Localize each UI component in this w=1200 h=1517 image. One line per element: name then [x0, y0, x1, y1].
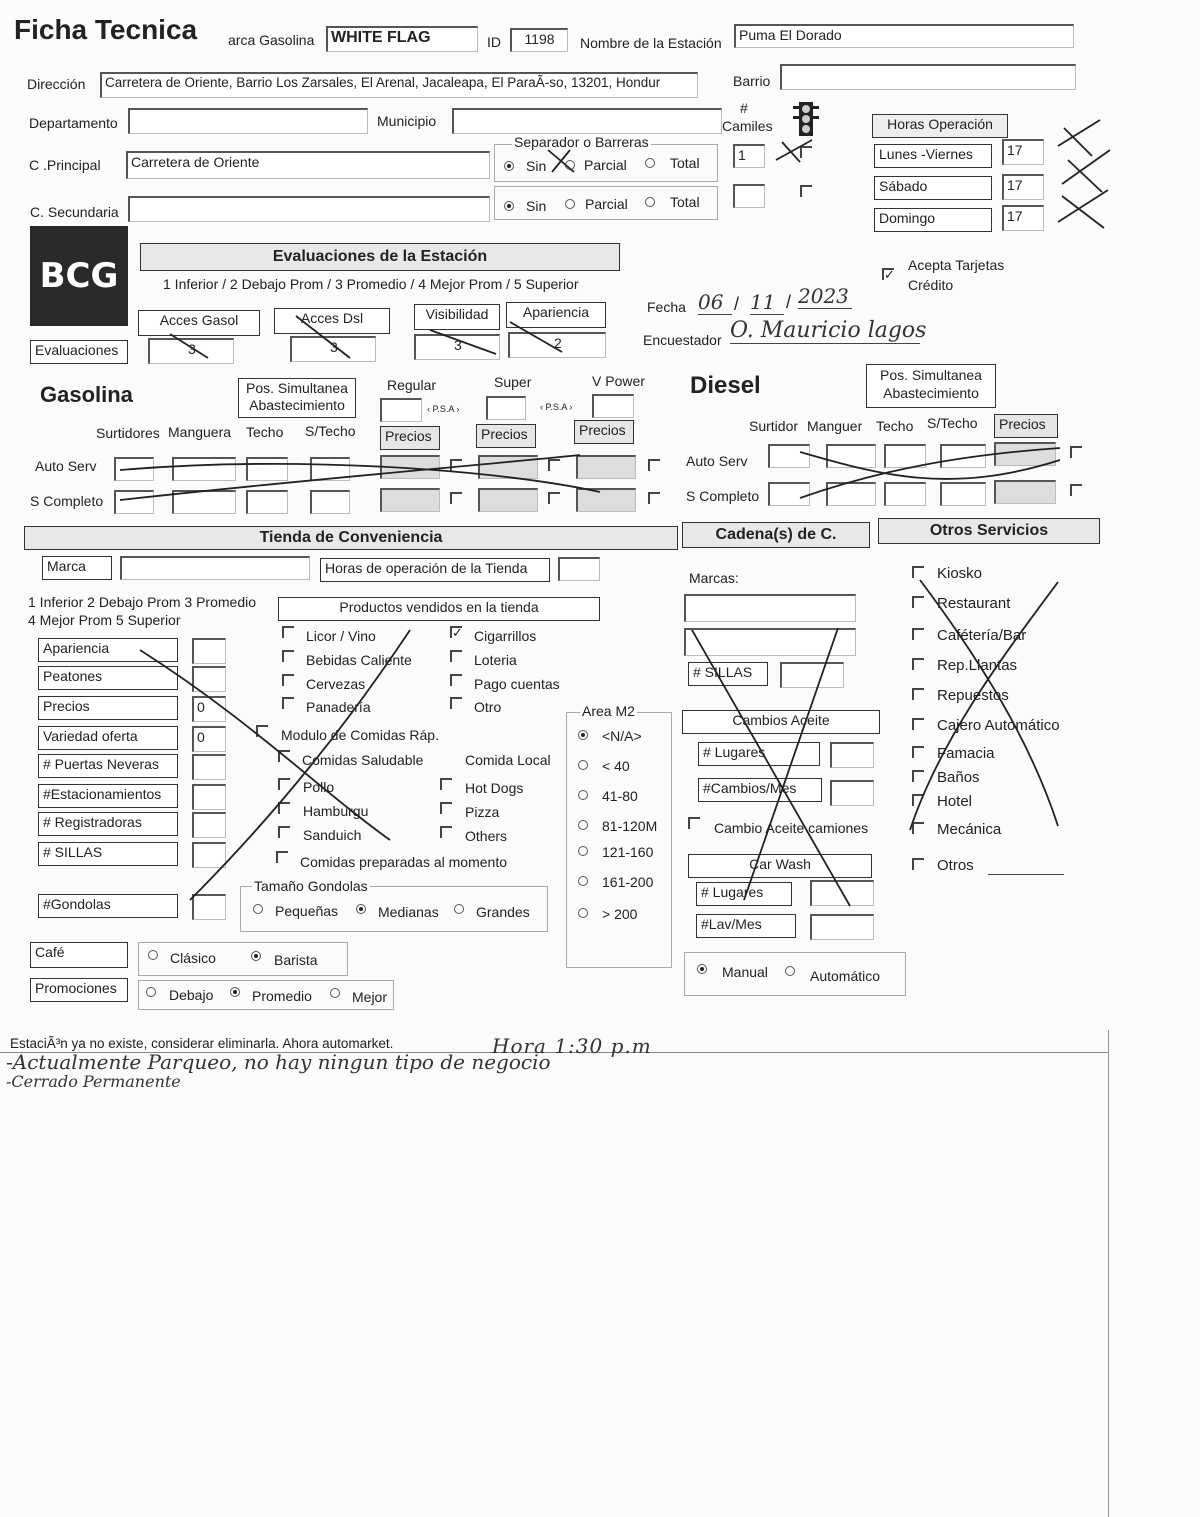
promo-promedio-label: Promedio [252, 988, 312, 1004]
horas-operacion-title: Horas Operación [872, 114, 1008, 138]
otros-label-10: Otros [937, 857, 974, 874]
promociones-label: Promociones [30, 978, 128, 1002]
otros-label-9: Mecánica [937, 821, 1002, 838]
tienda-row-label-8: #Gondolas [38, 894, 178, 918]
eval-visibilidad-label: Visibilidad [414, 304, 500, 330]
gas-techo-label: Techo [246, 424, 284, 440]
gas-manguera-label: Manguera [168, 424, 232, 440]
gondola-grandes-label: Grandes [476, 904, 530, 920]
producto-left-label-2: Cervezas [306, 676, 366, 692]
otros-label-7: Baños [937, 769, 980, 786]
tienda-marca-label: Marca [42, 556, 112, 580]
cafe-label: Café [30, 942, 128, 968]
separador2-total-label: Total [670, 194, 700, 210]
diesel-s-completo-label: S Completo [686, 488, 760, 504]
producto-right-check-0[interactable]: ✓ [452, 625, 463, 640]
separador-title: Separador o Barreras [514, 134, 649, 150]
area-label-5: 161-200 [602, 874, 654, 890]
fecha-year[interactable]: 2023 [798, 284, 852, 309]
gas-vpower-label: V Power [592, 373, 645, 389]
separador-sin-label: Sin [526, 158, 547, 174]
otros-label-8: Hotel [937, 793, 973, 810]
local-label: Comida Local [465, 752, 551, 768]
otros-label-4: Repuestos [937, 687, 1009, 704]
evaluaciones-title: Evaluaciones de la Estación [140, 243, 620, 271]
area-label-3: 81-120M [602, 818, 658, 834]
carwash-lugares-label: # Lugares [696, 882, 792, 906]
comida-left-label-2: Sanduich [303, 827, 362, 843]
gas-pos-sim-1: Pos. Simultanea [246, 380, 348, 396]
otros-label-6: Famacia [937, 745, 995, 762]
carwash-manual-label: Manual [722, 964, 768, 980]
carwash-lav-label: #Lav/Mes [696, 914, 796, 938]
productos-title: Productos vendidos en la tienda [278, 597, 600, 621]
gas-precios-1: Precios [380, 426, 440, 450]
separador2-parcial-label: Parcial [585, 196, 628, 212]
area-label-0: <N/A> [602, 728, 642, 744]
tienda-row-label-5: #Estacionamientos [38, 784, 178, 808]
aceite-camiones-label: Cambio Aceite camiones [714, 820, 869, 836]
notes-line-2[interactable]: -Cerrado Permanente [6, 1072, 181, 1091]
cafe-clasico-label: Clásico [170, 950, 216, 966]
fecha-sep1: / [734, 294, 740, 314]
bcg-logo: BCG [30, 226, 128, 326]
fecha-month[interactable]: 11 [750, 290, 784, 315]
notes-hora[interactable]: Hora 1:30 p.m [492, 1034, 652, 1058]
diesel-auto-serv-label: Auto Serv [686, 453, 748, 469]
area-label-4: 121-160 [602, 844, 654, 860]
horas-domingo-field[interactable]: 17 [1002, 205, 1044, 231]
otros-label-3: Rep.Llantas [937, 657, 1018, 674]
acepta-tarjetas-checkbox[interactable]: ✓ [884, 267, 895, 282]
marca-gasolina-field[interactable]: WHITE FLAG [326, 26, 478, 52]
modulo-label: Modulo de Comidas Ráp. [281, 727, 439, 743]
eval-acces-dsl-label: Acces Dsl [274, 308, 390, 334]
nombre-estacion-label: Nombre de la Estación [580, 35, 722, 51]
separador-total-label: Total [670, 155, 700, 171]
c-principal-label: C .Principal [29, 157, 101, 173]
carwash-auto-label: Automático [810, 968, 881, 984]
gas-stecho-label: S/Techo [305, 423, 356, 439]
eval-acces-gasol-label: Acces Gasol [138, 310, 260, 336]
producto-right-label-3: Otro [474, 699, 502, 715]
promo-mejor-label: Mejor [352, 989, 388, 1005]
id-label: ID [487, 34, 501, 50]
carwash-label: Car Wash [688, 854, 872, 878]
tienda-horas-label: Horas de operación de la Tienda [320, 558, 550, 582]
otros-label-0: Kiosko [937, 565, 983, 582]
area-title: Area M2 [582, 703, 635, 719]
comida-right-label-2: Others [465, 828, 508, 844]
municipio-label: Municipio [377, 113, 437, 129]
otros-label-2: Cafétería/Bar [937, 627, 1027, 644]
fecha-sep2: / [786, 292, 792, 312]
producto-left-label-0: Licor / Vino [306, 628, 376, 644]
producto-right-label-0: Cigarrillos [474, 628, 537, 644]
diesel-manguer-label: Manguer [807, 418, 863, 434]
cambios-aceite-label: Cambios Aceite [682, 710, 880, 734]
notes-line-1[interactable]: -Actualmente Parqueo, no hay ningun tipo de negocio [6, 1050, 551, 1074]
diesel-title: Diesel [690, 372, 761, 399]
comida-right-label-0: Hot Dogs [465, 780, 524, 796]
page-title: Ficha Tecnica [14, 14, 198, 45]
otros-servicios-title: Otros Servicios [878, 518, 1100, 544]
eval-visibilidad-field[interactable]: 3 [414, 334, 500, 360]
c-principal-field[interactable]: Carretera de Oriente [126, 151, 490, 179]
gas-precios-3: Precios [574, 420, 634, 444]
gas-s-completo-label: S Completo [30, 493, 104, 509]
area-label-1: < 40 [602, 758, 630, 774]
acepta-tarjetas-label: Acepta Tarjetas [908, 257, 1005, 273]
separador-parcial-label: Parcial [584, 157, 627, 173]
fecha-label: Fecha [647, 299, 686, 315]
gas-precios-2: Precios [476, 424, 536, 448]
gas-pos-sim-2: Abastecimiento [249, 397, 345, 413]
gas-super-label: Super [494, 374, 532, 390]
evaluaciones-row-label: Evaluaciones [30, 340, 128, 364]
c-secundaria-label: C. Secundaria [30, 204, 119, 220]
tienda-row-field-3[interactable]: 0 [192, 726, 226, 752]
horas-sabado-field[interactable]: 17 [1002, 174, 1044, 200]
departamento-label: Departamento [29, 115, 118, 131]
gas-psa-1: ‹ P.S.A › [427, 404, 460, 414]
promo-debajo-label: Debajo [169, 987, 214, 1003]
area-label-2: 41-80 [602, 788, 638, 804]
evaluaciones-scale: 1 Inferior / 2 Debajo Prom / 3 Promedio / 4 Mejor Prom / 5 Superior [163, 276, 579, 292]
gas-psa-2: ‹ P.S.A › [540, 402, 573, 412]
eval-apariencia-label: Apariencia [506, 302, 606, 328]
comida-right-label-1: Pizza [465, 804, 500, 820]
tienda-row-label-3: Variedad oferta [38, 726, 178, 750]
direccion-label: Dirección [27, 76, 86, 92]
camiones-field[interactable]: 1 [733, 144, 765, 168]
tienda-row-label-6: # Registradoras [38, 812, 178, 836]
gas-surtidores-label: Surtidores [96, 425, 160, 441]
barrio-label: Barrio [733, 73, 771, 89]
marca-gasolina-label: arca Gasolina [228, 32, 315, 48]
otros-label-5: Cajero Automático [937, 717, 1060, 734]
horas-domingo-label: Domingo [874, 208, 992, 232]
cadena-sillas-label: # SILLAS [688, 662, 768, 686]
tienda-scale-1: 1 Inferior 2 Debajo Prom 3 Promedio [28, 594, 256, 610]
gas-regular-label: Regular [387, 377, 437, 393]
encuestador-label: Encuestador [643, 332, 722, 348]
producto-left-label-1: Bebidas Caliente [306, 652, 412, 668]
comida-left-label-1: Hamburgu [303, 803, 369, 819]
gas-auto-serv-label: Auto Serv [35, 458, 97, 474]
diesel-precios: Precios [994, 414, 1058, 438]
direccion-field[interactable]: Carretera de Oriente, Barrio Los Zarsales, El Arenal, Jacaleapa, El ParaÃ-so, 13201, Hondur [100, 72, 698, 98]
diesel-surtidor-label: Surtidor [749, 418, 799, 434]
id-field[interactable]: 1198 [510, 28, 568, 52]
diesel-pos-sim-1: Pos. Simultanea [880, 367, 982, 383]
diesel-techo-label: Techo [876, 418, 914, 434]
cambios-mes-label: #Cambios/Mes [698, 778, 822, 802]
producto-right-label-1: Loteria [474, 652, 517, 668]
gasolina-title: Gasolina [40, 382, 133, 407]
gondola-pequenas-label: Pequeñas [275, 903, 339, 919]
diesel-pos-sim-2: Abastecimiento [883, 385, 979, 401]
gondola-medianas-label: Medianas [378, 904, 439, 920]
camiones-hash: # [740, 100, 748, 116]
notes-typed: EstaciÃ³n ya no existe, considerar eliminarla. Ahora automarket. [10, 1036, 394, 1051]
tienda-row-label-4: # Puertas Neveras [38, 754, 178, 778]
horas-lunes-field[interactable]: 17 [1002, 139, 1044, 165]
cambios-lugares-label: # Lugares [698, 742, 820, 766]
area-label-6: > 200 [602, 906, 638, 922]
cadena-title: Cadena(s) de C. [682, 522, 870, 548]
camiones-label: Camiles [722, 118, 773, 134]
horas-lunes-label: Lunes -Viernes [874, 144, 992, 168]
tienda-row-label-2: Precios [38, 696, 178, 720]
cafe-barista-label: Barista [274, 952, 318, 968]
eval-acces-gasol-field[interactable]: 3 [148, 338, 234, 364]
cadena-marcas-label: Marcas: [689, 570, 739, 586]
saludable-label: Comidas Saludable [302, 752, 424, 768]
producto-right-label-2: Pago cuentas [474, 676, 560, 692]
gondolas-title: Tamaño Gondolas [254, 878, 368, 894]
tienda-row-label-0: Apariencia [38, 638, 178, 662]
tienda-row-label-1: Peatones [38, 666, 178, 690]
tienda-scale-2: 4 Mejor Prom 5 Superior [28, 612, 181, 628]
separador2-sin-label: Sin [526, 198, 547, 214]
preparadas-label: Comidas preparadas al momento [300, 854, 507, 870]
encuestador-value[interactable]: O. Mauricio lagos [730, 318, 927, 343]
tienda-row-label-7: # SILLAS [38, 842, 178, 866]
otros-label-1: Restaurant [937, 595, 1011, 612]
credito-label: Crédito [908, 277, 954, 293]
tienda-row-field-2[interactable]: 0 [192, 696, 226, 722]
nombre-estacion-field[interactable]: Puma El Dorado [734, 24, 1074, 48]
diesel-stecho-label: S/Techo [927, 415, 978, 431]
eval-acces-dsl-field[interactable]: 3 [290, 336, 376, 362]
tienda-title: Tienda de Conveniencia [24, 526, 678, 550]
horas-sabado-label: Sábado [874, 176, 992, 200]
fecha-day[interactable]: 06 [698, 290, 732, 315]
producto-left-label-3: Panadería [306, 699, 371, 715]
comida-left-label-0: Pollo [303, 779, 335, 795]
eval-apariencia-field[interactable]: 2 [508, 332, 606, 358]
